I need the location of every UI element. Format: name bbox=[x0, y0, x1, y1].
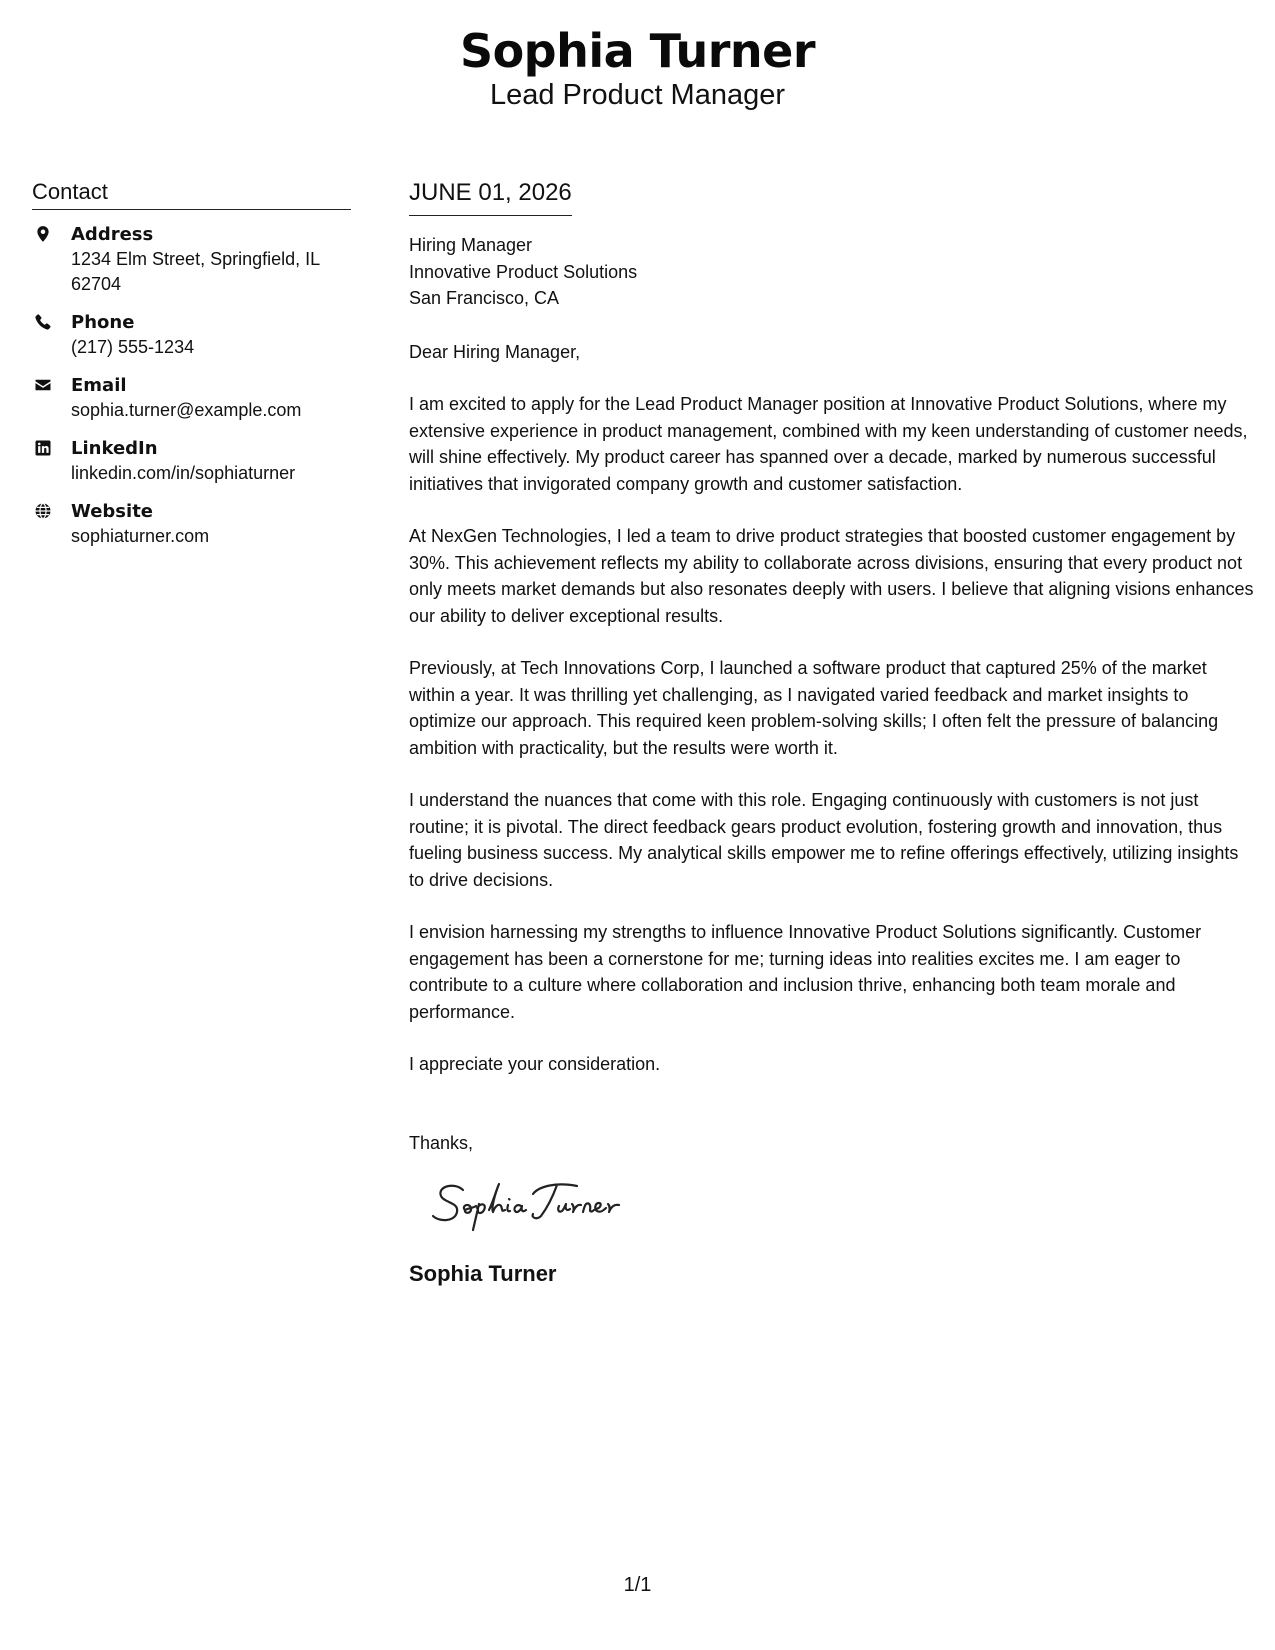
letter-date: JUNE 01, 2026 bbox=[409, 177, 572, 216]
recipient-line: San Francisco, CA bbox=[409, 288, 560, 308]
page-number: 1/1 bbox=[623, 1574, 652, 1596]
letter-paragraph: I understand the nuances that come with this role. Engaging continuously with customers is not just routine; it is pivotal. The direct feedback gears product evolution, fostering growth and innovation, thus fueling business success. My analytical skills empower me to refine offerings effectively, utilizing insights to drive decisions. bbox=[409, 790, 1239, 890]
contact-value-linkedin: linkedin.com/in/sophiaturner bbox=[71, 463, 296, 483]
letter-header bbox=[0, 22, 1275, 112]
contact-item-website bbox=[32, 499, 351, 549]
contact-item-email bbox=[32, 373, 351, 423]
contact-label-email: Email bbox=[71, 375, 127, 396]
envelope-icon bbox=[34, 376, 52, 394]
contact-value-phone: (217) 555-1234 bbox=[71, 337, 195, 357]
applicant-job-title: Lead Product Manager bbox=[489, 79, 786, 111]
recipient-line: Innovative Product Solutions bbox=[409, 261, 638, 282]
applicant-name: Sophia Turner bbox=[459, 24, 816, 78]
salutation: Dear Hiring Manager, bbox=[409, 341, 581, 362]
recipient-line: Hiring Manager bbox=[409, 235, 533, 255]
phone-icon bbox=[34, 313, 52, 331]
contact-heading: Contact bbox=[32, 178, 351, 210]
contact-item-linkedin bbox=[32, 436, 351, 486]
letter-paragraph: I appreciate your consideration. bbox=[409, 1054, 661, 1074]
handwritten-signature bbox=[429, 1172, 669, 1242]
contact-label-phone: Phone bbox=[71, 312, 135, 333]
letter-paragraph: I am excited to apply for the Lead Product Manager position at Innovative Product Solutions, where my extensive experience in product management, combined with my keen understanding of customer needs, will shine effectively. My product career has spanned over a decade, marked by numerous successful initiatives that invigorated company growth and customer satisfaction. bbox=[409, 394, 1248, 494]
contact-label-website: Website bbox=[71, 501, 154, 522]
contact-value-email: sophia.turner@example.com bbox=[71, 400, 302, 420]
contact-item-address bbox=[32, 222, 351, 297]
contact-item-phone bbox=[32, 310, 351, 360]
contact-value-website: sophiaturner.com bbox=[71, 526, 210, 546]
signed-name: Sophia Turner bbox=[409, 1261, 557, 1286]
location-pin-icon bbox=[34, 225, 52, 243]
letter-paragraph: At NexGen Technologies, I led a team to drive product strategies that boosted customer engagement by 30%. This achievement reflects my ability to collaborate across divisions, ensuring that every product not only meets market demands but also resonates deeply with users. I believe that aligning visions enhances our ability to deliver exceptional results. bbox=[409, 526, 1254, 626]
contact-label-address: Address bbox=[71, 224, 154, 245]
contact-sidebar bbox=[32, 178, 351, 562]
closing-line: Thanks, bbox=[409, 1132, 474, 1153]
globe-icon bbox=[34, 502, 52, 520]
contact-label-linkedin: LinkedIn bbox=[71, 438, 158, 459]
letter-paragraph: Previously, at Tech Innovations Corp, I launched a software product that captured 25% of the market within a year. It was thrilling yet challenging, as I navigated varied feedback and market insights to optimize our approach. This required keen problem-solving skills; I often felt the pressure of balancing ambition with practicality, but the results were worth it. bbox=[409, 658, 1219, 758]
letter-paragraph: I envision harnessing my strengths to influence Innovative Product Solutions significantly. Customer engagement has been a cornerstone for me; turning ideas into realities excites me. I am eager to contribute to a culture where collaboration and inclusion thrive, enhancing both team morale and performance. bbox=[409, 922, 1202, 1022]
letter-body bbox=[409, 177, 1254, 1288]
contact-value-address: 1234 Elm Street, Springfield, IL 62704 bbox=[71, 249, 320, 294]
recipient-block bbox=[409, 232, 1254, 312]
linkedin-icon bbox=[34, 439, 52, 457]
